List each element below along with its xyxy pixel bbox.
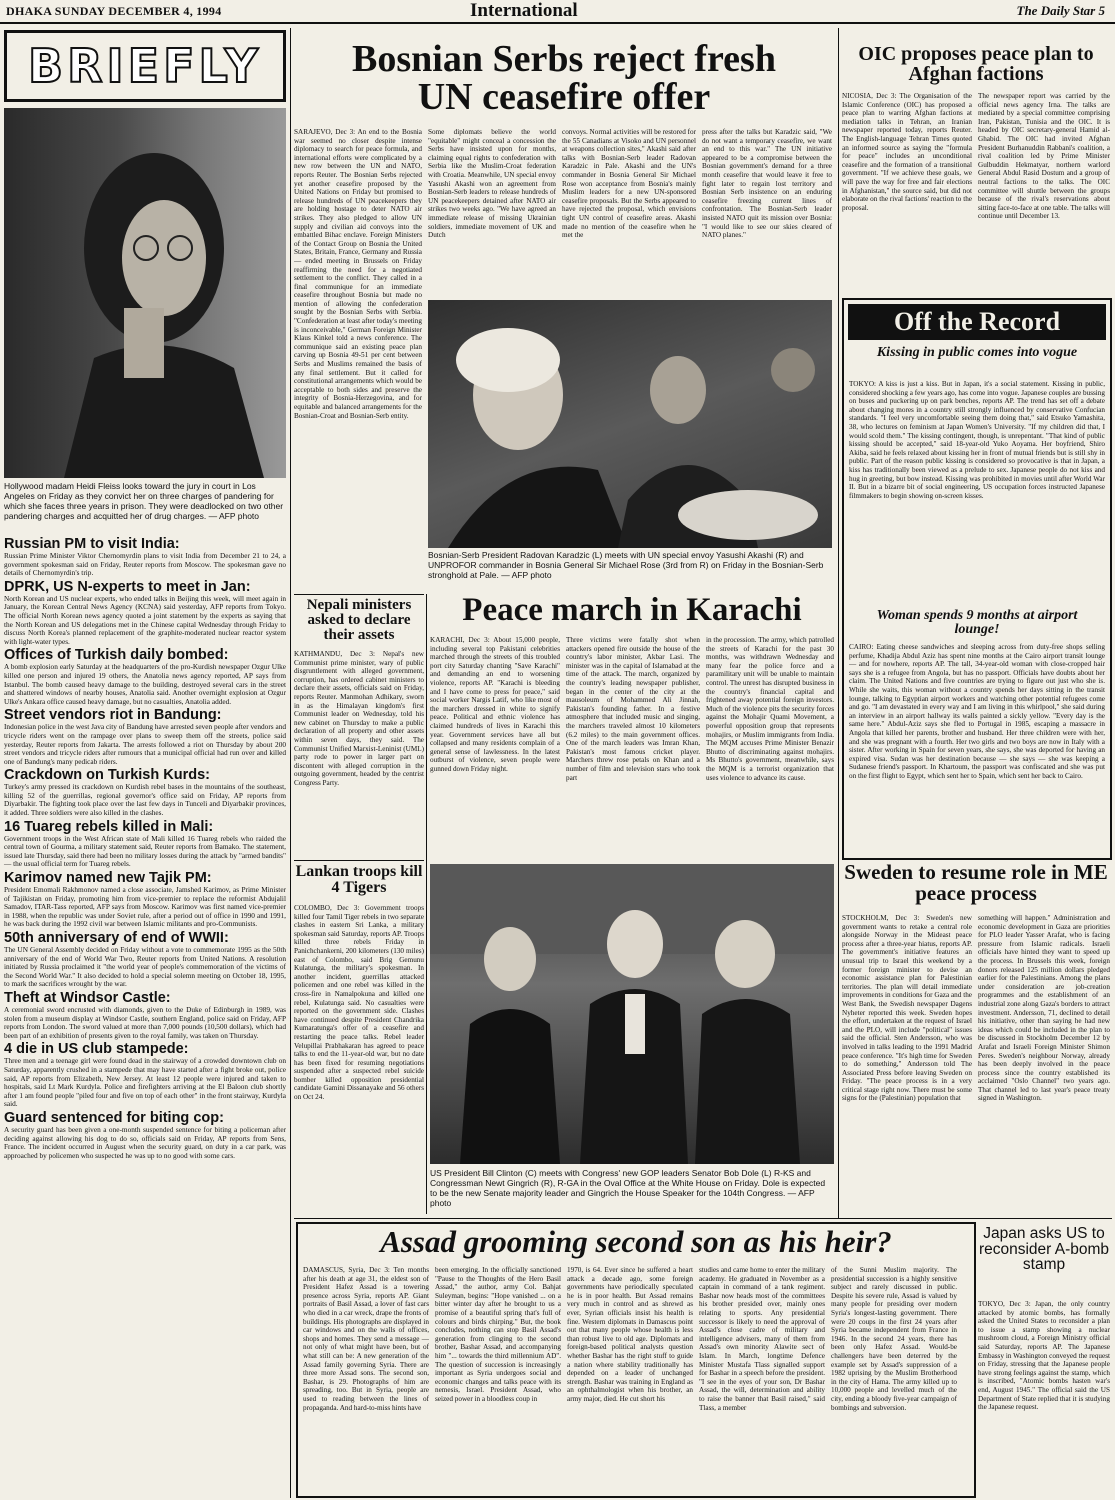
brief-title: Street vendors riot in Bandung: (4, 707, 222, 724)
section-title: International (470, 0, 578, 21)
portrait-illustration (4, 108, 286, 478)
heidi-fleiss-photo (4, 108, 286, 478)
briefly-column (4, 30, 286, 1496)
lanka-headline: Lankan troops kill 4 Tigers (295, 864, 423, 896)
column-rule (838, 28, 839, 1218)
assad-story-box (296, 1222, 976, 1498)
brief-text: A bomb explosion early Saturday at the headquarters of the pro-Kurdish newspaper Ozgur Ulke killed one person and injured 19 others, the Anatolia news agency reported, AP says from Istanbul. The bomb caused heavy damage to the building, destroyed several cars in the street and shattered windows of nearby houses, Anatolia said. Another overnight explosion at Ozgur Ulke's Ankara office caused heavy damage, but no casualties, Anatolia added. (4, 662, 286, 706)
heidi-photo-caption: Hollywood madam Heidi Fleiss looks toward the jury in court in Los Angeles on Friday as they convict her on three charges of pandering for which she faces three years in prison. They were deadlocked on two other pandering charges and acquitted her of drug charges. — AFP photo (4, 481, 284, 521)
karachi-col-1: KARACHI, Dec 3: About 15,000 people, including several top Pakistani celebrities marched through the streets of this troubled port city Saturday chanting "Save Karachi" and demanding an end to worsening violence, reports AP. "Karachi is bleeding and I have come to press for peace," said social worker Nargis Latif, who like most of the marchers dressed in white to signify peace. Political and ethnic violence has claimed hundreds of lives in Karachi this year. Government services have all but collapsed and many residents complain of a general sense of lawlessness. In the latest outburst of violence, seven people were gunned down Friday night. (430, 636, 560, 773)
brief-text: A security guard has been given a one-month suspended sentence for biting a policeman after deciding against allowing his dog to do so, officials said on Friday, AP reports from Sens, France. The incident occurred in August when the security guard, on duty in a car park, was approached by policemen who suspected he was up to no good with some cars. (4, 1124, 286, 1160)
karachi-headline: Peace march in Karachi (462, 594, 802, 628)
brief-title: Karimov named new Tajik PM: (4, 870, 212, 887)
bosnia-headline: Bosnian Serbs reject fresh UN ceasefire offer (352, 40, 776, 118)
briefly-logo: BRIEFLY (4, 30, 286, 102)
assad-col-4: studies and came home to enter the military academy. He graduated in November as a captain in command of a tank regiment. Bashar now heads most of the committees his brother presided over, mainly ones relating to sports. Any presidential successor is likely to need the approval of Assad's close cadre of military and intelligence advisers, many of them from Assad's own minority Alawite sect of Islam. In March, longtime Defence Minister Mustafa Tlass signalled support for Bashar in a speech before the president. "I see in the eyes of your son, Dr Bashar Assad, the will, determination and ability to raise the banner that Basil raised," said Tlass, a member (699, 1266, 825, 1412)
brief-text: Three men and a teenage girl were found dead in the stairway of a crowded downtown club on Saturday, apparently crushed in a stampede that may have started after a fight broke out, police said, AP reports from Elizabeth, New Jersey. At least 12 people were injured and taken to hospitals, said Lt Mark Kurdyla. Police and firefighters arriving at the El Baloon club shortly after 1 am found people "piled four and five on top of each other" in the front stairway, Kurdyla said. (4, 1056, 286, 1109)
brief-title: Theft at Windsor Castle: (4, 989, 171, 1006)
rule (294, 1218, 1112, 1219)
rule (294, 860, 424, 861)
brief-text: North Korean and US nuclear experts, who ended talks in Beijing this week, will meet again in January, the Korean Central News Agency (KCNA) said yesterday, AFP reports from Tokyo. The official North Korean news agency quoted a joint statement by the experts as saying that the North Korean and US delegations met in the Chinese capital Wednesday through Friday to discuss North Korea's planned replacement of the graphite-moderated nuclear reactor system with light-water types. (4, 593, 286, 646)
brief-text: Russian Prime Minister Viktor Chernomyrdin plans to visit India from December 21 to 24, a government spokesman said on Friday, Reuter reports from Moscow. The spokesman gave no details of Chernomyrdin's trip. (4, 551, 286, 578)
oic-col-1: NICOSIA, Dec 3: The Organisation of the Islamic Conference (OIC) has proposed a peace plan to warring Afghan factions at mediation talks in Tehran, an Iranian newspaper reported today, reports Reuter. The English-language Tehran Times quoted an informed source as saying the "formula for peace" includes an unconditional ceasefire and the formation of a transitional government. "If we achieve these goals, we will pave the way for free and fair elections in Afghanistan," the source said, but did not elaborate on the rival factions' reaction to the proposal. (842, 92, 972, 212)
bosnia-col-4: press after the talks but Karadzic said, "We do not want a temporary ceasefire, we want an end to this war." The UN initiative appeared to be a compromise between the Bosnian government's demand for a three month ceasefire that would leave it free to fight later to regain lost territory and Bosnian Serb insistence on an enduring ceasefire freezing current lines of confrontation. The Bosnian-Serb leader insisted NATO quit its mission over Bosnia: "I would like to see our skies cleared of NATO planes." (702, 128, 832, 240)
kissing-text: TOKYO: A kiss is just a kiss. But in Japan, it's a social statement. Kissing in public, considered shocking a few years ago, has come into vogue. Japanese couples are bussing on buses and puckering up on park benches, reports AP. The trend has set off a debate about changing mores in a country still strongly influenced by conservative Confucian standards. "I feel very uncomfortable seeing them doing that," said Etsuko Yamashita, 38, who lectures on feminism at Japan Women's University. "If my children did that, I would scold them." The kissing contingent, though, is unrepentant. "That kind of public kissing should be accepted," said 18-year-old Yuko Aoyama. Her boyfriend, Shiro Akiba, said he feels relaxed about kissing her in front of mutual friends but is still shy in public. Part of the reason public kissing is considered so provocative is that in Japan, a kiss has traditionally been viewed as a prelude to sex. Japanese people do not kiss and hug in greeting, but bow instead. Kissing was prohibited in movies until after World War II. But in a bizarre bit of social engineering, US occupation forces instructed Japanese filmmakers to begin showing on-screen kisses. (849, 380, 1105, 500)
brief-title: Offices of Turkish daily bombed: (4, 647, 229, 664)
brief-title: 50th anniversary of end of WWII: (4, 930, 229, 946)
assad-columns (298, 1264, 974, 1494)
brief-title: 16 Tuareg rebels killed in Mali: (4, 818, 214, 835)
airport-headline: Woman spends 9 months at airport lounge! (876, 609, 1078, 637)
sweden-col-1: STOCKHOLM, Dec 3: Sweden's new government wants to retake a central role alongside Norway in the Mideast peace process after a three-year hiatus, reports AP. The government's initiative features an unusual trip to Israel this weekend by a former foreign minister to devise an economic assistance plan for Palestinian territories. The plan will detail immediate improvements in conditions for Gaza and the West Bank, the Swedish newspaper Dagens Nyheter reported this week. Sweden hopes the effort, undertaken at the request of Israel and the PLO, will include "political" issues said the official. Sten Andersson, who was involved in talks leading to the 1991 Madrid peace conference. "It's high time for Sweden to do something," Andersson told The Associated Press before leaving Sweden on Friday. "The peace process is in a very critical stage right now. There must be some signs for the (Palestinian) population that (842, 914, 972, 1103)
brief-title: DPRK, US N-experts to meet in Jan: (4, 578, 251, 595)
airport-text: CAIRO: Eating cheese sandwiches and sleeping across from duty-free shops selling perfume, Khadija Abdul Aziz has spent nine months at the Cairo airport transit lounge — and for nowhere, reports AP. The tall, 34-year-old woman with close-cropped hair says she is a refugee from Angola, but has no passport. Officials have doubts about her claim. The United Nations and five countries are trying to figure out just who she is. While she waits, this woman without a country spends her days sitting in the transit lounge, talking to Egyptian airport workers and watching other potential refugees come and go. "I am devastated in every way and I am living in this whirlpool," she said during an interview in an airport hallway its walls painted a sickly yellow. "Every day is the same here." Abdul-Aziz says she fled to Portugal in 1985, escaping a massacre in Angola that killed her parents, brother and husband. Her three children were with her, and she was pregnant with a fourth. Her two girls and two boys are now in Italy with a sister. After working in Spain for seven years, she says, she was deported for having an expired visa. Sudan was her destination because — she says — she was keeping a Sudanese friend's passport. In Khartoum, the passport was confiscated and she was put on the first flight to Egypt, which sent her to Spain, which sent her back to Cairo. (849, 643, 1105, 780)
oic-col-2: The newspaper report was carried by the official news agency Irna. The talks are mediated by a special committee comprising Iran, Pakistan, Tunisia and the OIC. It is headed by OIC secretary-general Hamid al-Ghabid. The OIC had invited Afghan President Burhanuddin Rabbani's coalition, a rival coalition led by Prime Minister Gulbuddin Hekmatyar, northern warlord General Abdul Rasid Dostum and a group of neutral factions to the talks. The OIC committee will shuttle between the groups because of the rival's reservations about sitting face-to-face at one table. The talks will continue until December 13. (978, 92, 1110, 221)
oic-headline: OIC proposes peace plan to Afghan factions (858, 44, 1094, 85)
column-rule (426, 594, 427, 1214)
off-the-record-box (842, 298, 1112, 860)
clinton-dole-gingrich-photo (430, 864, 834, 1164)
clinton-photo-caption: US President Bill Clinton (C) meets with Congress' new GOP leaders Senator Bob Dole (L) R-KS and Congressman Newt Gingrich (R), R-GA in the Oval Office at the White House on Friday. Dole is expected to be the new Senate majority leader and Gingrich the House Speaker for the 104th Congress. — AFP photo (430, 1168, 826, 1208)
brief-text: The UN General Assembly decided on Friday without a vote to commemorate 1995 as the 50th anniversary of the end of World War Two, Reuter reports from United Nations. A resolution initiated by Russia proclaimed it "the world year of people's commemoration of the victims of the Second World War." It also decided to hold a special solemn meeting on October 18, 1995, to mark the sacrifices wrought by the war. (4, 945, 286, 989)
assad-headline: Assad grooming second son as his heir? (380, 1226, 892, 1259)
bosnia-col-1: SARAJEVO, Dec 3: An end to the Bosnia war seemed no closer despite intense diplomacy to search for peace formula, and international efforts were complicated by a new row between the UN and NATO, reports Reuter. The Bosnian Serbs rejected yet another ceasefire proposed by the United Nations on Friday but promised to release hundreds of UN peacekeepers they are holding hostage to deter NATO air strikes. They also pledged to allow UN supply and civilian aid convoys into the embattled Bihac enclave. Foreign Ministers of the Contact Group on Bosnia the United States, Britain, France, Germany and Russia — ended meeting in Brussels on Friday reaffirming the need for a negotiated settlement to the conflict. They called in a final communique for an immediate ceasefire throughout Bosnia but made no mention of allowing the confederation sought by the Bosnian Serbs with Serbia. "Confederation at least after today's meeting is inconceivable," German Foreign Minister Klaus Kinkel told a news conference. The communique said an existing peace plan carving up Bosnia 49-51 per cent between Serbs and Muslims remained the basis of any final settlement. But it called for constitutional arrangements which would be acceptable to both sides and preserve the integrity of Bosnia-Herzegovina, and for equitable and balanced arrangements for the Bosnian-Croat and Bosnian-Serb entity. (294, 128, 422, 420)
brief-title: Russian PM to visit India: (4, 536, 180, 552)
brief-title: Guard sentenced for biting cop: (4, 1109, 224, 1126)
japan-text: TOKYO, Dec 3: Japan, the only country attacked by atomic bombs, has formally asked the United States to reconsider a plan to issue a stamp showing a nuclear mushroom cloud, a Foreign Ministry official said Saturday, reports AP. The Japanese Embassy in Washington conveyed the request on Friday, stressing that the Japanese people have strong feelings against the stamp, which is inscribed, "Atomic bombs hasten war's end, August 1945." The official said the US Department of State replied that it is studying the Japanese request. (978, 1300, 1110, 1412)
rule (294, 594, 424, 595)
bosnia-col-2: Some diplomats believe the world "equitable" might conceal a concession the Serbs have insisted upon for months, claiming equal rights to confederation with Serbia like the Muslim-Croat federation with Croatia. Meanwhile, UN special envoy Yasushi Akashi won an agreement from Bosnian-Serb leaders to release hundreds of UN peacekeepers detained after NATO air strikes two weeks ago. "We have agreed an immediate release of missing Ukrainian soldiers, immediate movement of UK and Dutch (428, 128, 556, 240)
column-rule (290, 28, 291, 1498)
karadzic-akashi-photo (428, 300, 832, 548)
brief-title: Crackdown on Turkish Kurds: (4, 767, 210, 784)
assad-col-2: been emerging. In the officially sanctioned "Pause to the Thoughts of the Hero Basil Assad," the author, army Col. Bahjat Suleyman, begins: "Hope vanished ... on a bitter winter day after he brought to us a promise of a beautiful spring that's full of colours and birds chirping." But, the book concludes, nothing can stop Basil Assad's generation from clinging to the second brother, Bashar Assad, and accompanying him "... towards the third millennium AD". The question of succession is increasingly important as Syria undergoes social and economic changes and talks peace with its nemesis, Israel. President Assad, who seized power in a bloodless coup in (435, 1266, 561, 1403)
assad-col-5: of the Sunni Muslim majority. The presidential succession is a highly sensitive subject and rarely discussed in public. Despite his severe rule, Assad is valued by many people for presiding over modern Syria's longest-lasting government. There were 20 coups in the first 24 years after Syria became independent from France in 1946. In the second 24 years, there has been only Hafez Assad. Would-be challengers have been deterred by the example set by Assad's suppression of a 1982 uprising by the Muslim Brotherhood in the city of Hama. The army killed up to 10,000 people and levelled much of the city, ending a bloody five-year campaign of bombings and subversion. (831, 1266, 957, 1412)
karadzic-photo-caption: Bosnian-Serb President Radovan Karadzic (L) meets with UN special envoy Yasushi Akashi (R) and UNPROFOR commander in Bosnia General Sir Michael Rose (3rd from R) on Friday in the Bosnian-Serb stronghold at Pale. — AFP photo (428, 550, 824, 580)
nepal-text: KATHMANDU, Dec 3: Nepal's new Communist prime minister, wary of public disgruntlement with alleged government, corruption, has ordered cabinet ministers to declare their assets, officials said on Friday, reports Reuter. Manmohan Adhikary, sworn in as the Himalayan kingdom's first Communist leader on Wednesday, told his new cabinet on Thursday to make a public declaration of all property and other assets within seven days, they said. The Communist Unified Marxist-Leninist (UML) party rode to power in larger part on discontent with alleged corruption in the outgoing government, headed by the centrist Congress Party. (294, 650, 424, 787)
off-the-record-banner: Off the Record (848, 304, 1106, 340)
bosnia-col-3: convoys. Normal activities will be restored for the 55 Canadians at Visoko and UN personnel at weapons collection sites," Akashi said after talks with Bosnian-Serb leader Radovan Karadzic in Pale. Akashi and the UN's commander in Bosnia General Sir Michael Rose won acceptance from Bosnia's mainly Muslim leaders for a new UN-sponsored ceasefire proposals. But the Serbs appeared to have rejected the proposal, which envisions tight UN control of ceasefire areas. Akashi made no mention of the ceasefire when he met the (562, 128, 696, 240)
briefly-items (4, 537, 286, 1160)
masthead-paper: The Daily Star 5 (1016, 3, 1105, 18)
brief-text: Indonesian police in the west Java city of Bandung have arrested seven people after vendors and tricycle riders went on the rampage over plans to sweep them off the streets, police said yesterday, Reuter reports from Jakarta. The arrests followed a riot on Thursday by about 200 street vendors and tricycle riders after rumours that a municipal official had run over and killed one of Bandung's many pedicab riders. (4, 722, 286, 766)
brief-text: President Emomali Rakhmonov named a close associate, Jamshed Karimov, as Prime Minister of Tajikistan on Friday, promoting him from vice-premier to replace the reformist Abdujalil Samadov, ITAR-Tass reported, AFP says from Moscow. Karimov was first named vice-premier in 1988, when the republic was under Soviet rule, after a period out of office in 1990 and 1991, he was back during the 1992 civil war between Islamic militants and pro-Communists. (4, 885, 286, 929)
brief-text: Government troops in the West African state of Mali killed 16 Tuareg rebels who raided the central town of Gourma, a military statement said, Reuter reports from Bamako. The statement, issued late Thursday, said there had been no military losses during the attack by "armed bandits" — the usual official term for Tuareg rebels. (4, 833, 286, 869)
karachi-col-3: in the procession. The army, which patrolled the streets of Karachi for the past 30 months, was withdrawn Wednesday and many fear the police force and a paramilitary unit will be unable to maintain control. The unrest has disrupted business in the country's financial capital and frightened away potential foreign investors. Much of the violence pits the security forces against the Mohajir Quami Movement, a powerful opposition group that represents mohajirs, or Muslim immigrants from India. The MQM accuses Prime Minister Benazir Bhutto of discriminating against mohajirs. Ms Bhutto's government, meanwhile, says the MQM is a terrorist organization that uses violence to advance its cause. (706, 636, 834, 782)
kissing-headline: Kissing in public comes into vogue (876, 346, 1078, 360)
japan-headline: Japan asks US to reconsider A-bomb stamp (978, 1226, 1110, 1273)
brief-text: Turkey's army pressed its crackdown on Kurdish rebel bases in the mountains of the southeast, killing 52 of the guerrillas, regional governor's office said on Friday, AP reports from Diyarbakir. The fighting took place over the last few days in Tunceli and Diyarbakir provinces, it added. Three soldiers were also killed in the clashes. (4, 782, 286, 818)
assad-col-3: 1970, is 64. Ever since he suffered a heart attack a decade ago, some foreign governments have periodically speculated he is in poor health. But Assad remains very much in control and as shrewd as ever, Syrian officials insist his health is fine. Western diplomats in Damascus point out that many people whose health is less than robust live to old age. Diplomats and foreign-based political analysts question whether Bashar has the right stuff to guide a nation where stability traditionally has depended on a leader of unchanged strength. Bashar was training in England as an ophthalmologist when his brother, an army major, died. He cut short his (567, 1266, 693, 1403)
sweden-col-2: something will happen." Administration and economic development in Gaza are priorities for PLO leader Yasser Arafat, who is facing pressure from Islamic radicals. Israeli officials have hinted they want to speed up the process. In Brussels this week, foreign donors released 125 million dollars pledged earlier for the Palestinians. Among the plans under consideration are job-creation programmes and the establishment of an industrial zone along Gaza's borders to attract investment. Andersson, 71, declined to detail his initiative, other than saying he had new ideas which could be included in the plan to be discussed in Stockholm December 12 by Arafat and Israeli Foreign Minister Shimon Peres. Sweden's neighbour Norway, already has been deeply involved in the peace process since the country established its acclaimed "Oslo Channel" two years ago. That channel led to last year's peace treaty signed in Washington. (978, 914, 1110, 1103)
nepal-headline: Nepali ministers asked to declare their assets (306, 598, 412, 643)
masthead (0, 0, 1115, 24)
lanka-text: COLOMBO, Dec 3: Government troops killed four Tamil Tiger rebels in two separate clashes in eastern Sri Lanka, a military spokesman said Saturday, reports AP. Troops killed three rebels Friday in Panichchankerni, 200 kilometers (130 miles) east of Colombo, said Brig Gemunu Kulatunga, the military's spokesman. In another incident, guerrillas attacked policemen and one rebel was killed in the cross-fire in Namalpokuna and killed one rebel, Kulatunga said. No casualties were reported on the government side. Clashes have continued despite President Chandrika Kumaratunga's offer of a ceasefire and restarting the peace talks. Rebel leader Velupillai Prabhakaran has agreed to peace talks to end the 11-year-old war, but no date has been fixed for resuming negotiations suspended after a suspected rebel suicide bomber killed opposition presidential candidate Gamini Dissanayake and 56 others on Oct 24. (294, 904, 424, 1102)
brief-title: 4 die in US club stampede: (4, 1041, 189, 1058)
brief-text: A ceremonial sword encrusted with diamonds, given to the Duke of Edinburgh in 1989, was stolen from a museum display at Windsor Castle, southern England, police said on Friday, AFP reports from London. The sword valued at more than 7,000 pounds (10,500 dollars), which had been part of an exhibition of presents given to the royal family, was taken on Thursday. (4, 1004, 286, 1040)
masthead-date: DHAKA SUNDAY DECEMBER 4, 1994 (6, 4, 222, 18)
assad-col-1: DAMASCUS, Syria, Dec 3: Ten months after his death at age 31, the eldest son of President Hafez Assad is a towering presence across Syria, reports AP. Giant portraits of Basil Assad, a lover of fast cars who died in a car wreck, drape the fronts of buildings. His photographs are displayed in car windows and on the walls of offices, shops and homes. They send a message — not only of what might have been, but of what still can be: A new generation of the Assad family governing Syria. There are three more Assad sons. The second son, Bashar, is 29. Photographs of him are spreading, too. But in Syria, people are used to reading between the lines of propaganda. And hard-to-miss hints have (303, 1266, 429, 1412)
karachi-col-2: Three victims were fatally shot when attackers opened fire outside the house of the country's labor minister, Akbar Lasi. The minister was in the capital of Islamabad at the time of the attack. The march, organized by the country's leading newspaper publisher, began in the center of the city at the mausoleum of Mohammed Ali Jinnah, Pakistan's founding father. In a festive atmosphere that included music and singing, the marchers traveled almost 10 kilometers (6.2 miles) to the main government offices. One of the march leaders was Imran Khan, Pakistan's most famous cricket player. Marchers threw rose petals on Khan and a number of film and television stars who took part (566, 636, 700, 782)
sweden-headline: Sweden to resume role in ME peace process (844, 862, 1108, 905)
